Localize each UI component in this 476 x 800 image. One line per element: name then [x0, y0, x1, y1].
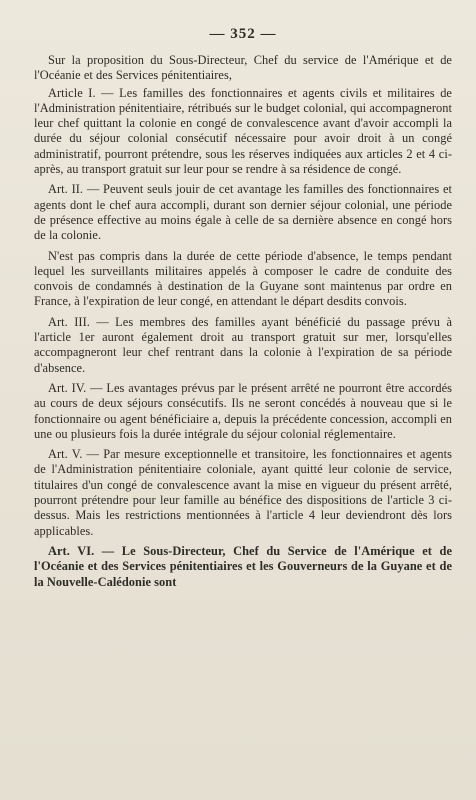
- article-2-paragraph: Art. II. — Peuvent seuls jouir de cet avantage les familles des fonctionnaires et agents dont le chef aura accompli, durant son dernier séjour colonial, une période de présence effective au moins égale à celle de sa dernière absence en congé hors de la colonie.: [34, 182, 452, 243]
- article-4-paragraph: Art. IV. — Les avantages prévus par le présent arrêté ne pourront être accordés au cours de deux séjours consécutifs. Ils ne seront concédés à nouveau que si le fonctionnaire ou agent bénéficiaire a, depuis la précédente concession, accompli en une ou plusieurs fois la durée intégrale du séjour colonial réglementaire.: [34, 380, 452, 441]
- article-2-continuation-paragraph: N'est pas compris dans la durée de cette période d'absence, le temps pendant lequel les surveillants militaires appelés à composer le cadre de conduite des convois de condamnés à destination de la Guyane sont maintenus par ordre en France, à l'expiration de leur congé, en attendant le départ desdits convois.: [34, 248, 452, 309]
- article-3-paragraph: Art. III. — Les membres des familles ayant bénéficié du passage prévu à l'article 1er auront également droit au transport gratuit sur mer, lorsqu'elles accompagneront leur chef rentrant dans la colonie à l'expiration de sa période d'absence.: [34, 314, 452, 375]
- article-6-paragraph: Art. VI. — Le Sous-Directeur, Chef du Service de l'Amérique et de l'Océanie et des Services pénitentiaires et les Gouverneurs de la Guyane et de la Nouvelle-Calédonie sont: [34, 543, 452, 589]
- article-1-paragraph: Article I. — Les familles des fonctionnaires et agents civils et militaires de l'Administration pénitentiaire, rétribués sur le budget colonial, qui accompagneront leur chef quittant la colonie en congé de convalescence avant d'avoir accompli la durée du séjour colonial consécutif nécessaire pour avoir droit à un congé administratif, pourront prétendre, sous les réserves indiquées aux articles 2 et 4 ci-après, au transport gratuit sur leur pour se rendre à sa résidence de congé.: [34, 85, 452, 177]
- page-number: — 352 —: [209, 26, 277, 42]
- preamble-paragraph: Sur la proposition du Sous-Directeur, Chef du service de l'Amérique et de l'Océanie et des Services pénitentiaires,: [34, 53, 452, 83]
- article-5-paragraph: Art. V. — Par mesure exceptionnelle et transitoire, les fonctionnaires et agents de l'Administration pénitentiaire coloniale, ayant quitté leur colonie de service, titulaires d'un congé de convalescence avant la mise en vigueur du présent arrêté, pourront prétendre pour leur famille au bénéfice des dispositions de l'article 3 ci-dessus. Mais les restrictions mentionnées à l'article 4 leur deviendront dès lors applicables.: [34, 447, 452, 538]
